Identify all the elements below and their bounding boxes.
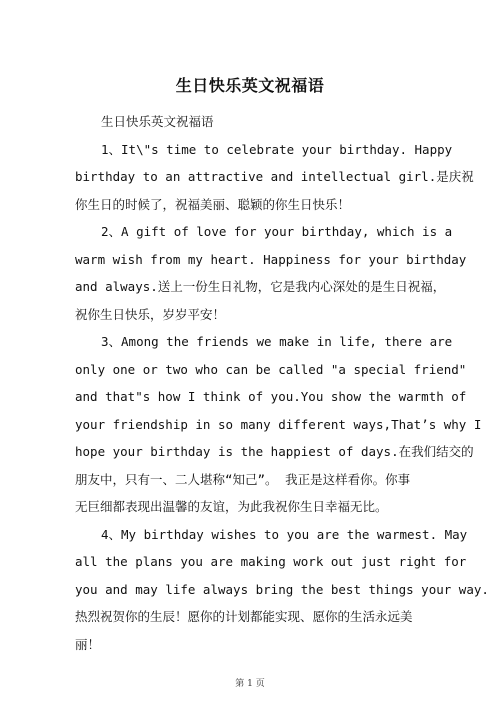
page-number: 第 1 页 <box>235 679 265 689</box>
paragraph-line: 3、Among the friends we make in life, there are <box>101 334 453 349</box>
paragraph-line: 丽！ <box>75 636 101 652</box>
paragraph-line: hope your birthday is the happiest of days.在我们结交的 <box>75 444 474 459</box>
document-body <box>75 108 489 658</box>
paragraph-line: 你生日的时候了，祝福美丽、聪颖的你生日快乐！ <box>75 196 351 212</box>
document-subtitle: 生日快乐英文祝福语 <box>101 114 214 129</box>
paragraph-line: and that"s how I think of you.You show the warmth of <box>75 389 467 404</box>
paragraph-line: 祝你生日快乐，岁岁平安！ <box>75 306 226 322</box>
paragraph-line: 无巨细都表现出温馨的友谊，为此我祝你生日幸福无比。 <box>75 499 388 514</box>
paragraph-line: only one or two who can be called "a special friend" <box>75 361 467 377</box>
paragraph-line: birthday to an attractive and intellectual girl.是庆祝 <box>75 169 474 184</box>
page-title: 生日快乐英文祝福语 <box>175 76 325 95</box>
paragraph-line: all the plans you are making work out just right for <box>75 554 467 569</box>
paragraph-line: and always.送上一份生日礼物，它是我内心深处的是生日祝福， <box>75 279 446 294</box>
paragraph-line: 4、My birthday wishes to you are the warmest. May <box>101 526 468 542</box>
paragraph-line: you and may life always bring the best things your way. <box>75 581 489 597</box>
paragraph-line: your friendship in so many different ways,That’s why I <box>75 416 482 432</box>
paragraph-line: 热烈祝贺你的生辰！愿你的计划都能实现、愿你的生活永远美 <box>75 609 413 624</box>
paragraph-line: 2、A gift of love for your birthday, which is a <box>101 224 453 239</box>
paragraph-line: 朋友中，只有一、二人堪称“知己”。 我正是这样看你。你事 <box>75 471 411 487</box>
paragraph-line: 1、It\"s time to celebrate your birthday. Happy <box>101 141 453 157</box>
paragraph-line: warm wish from my heart. Happiness for your birthday <box>75 251 467 267</box>
